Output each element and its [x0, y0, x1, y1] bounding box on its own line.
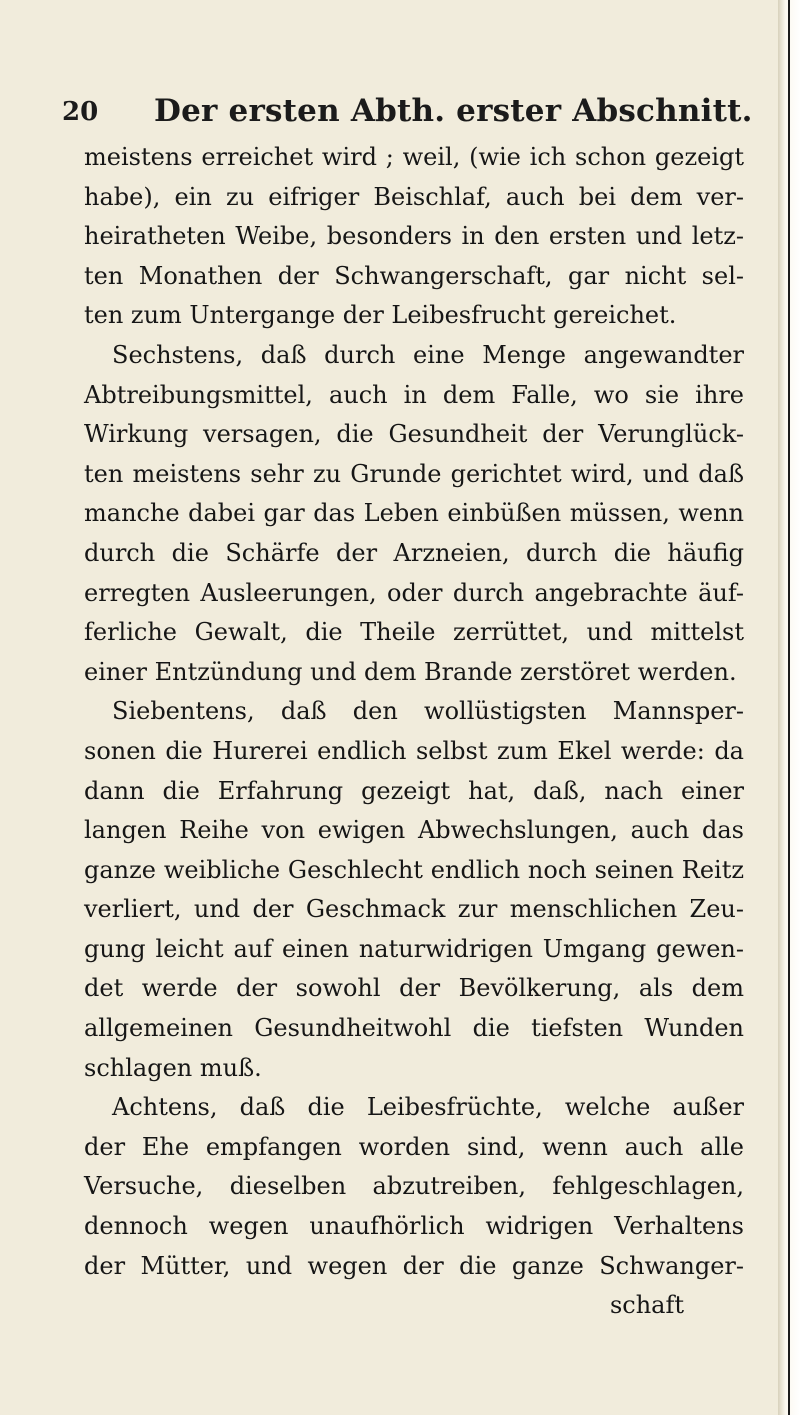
running-head: Der ersten Abth. erster Abschnitt.	[154, 93, 753, 129]
text-line: gung leicht auf einen naturwidrigen Umgang gewen-	[84, 934, 744, 963]
text-line: ganze weibliche Geschlecht endlich noch seinen Reitz	[84, 855, 744, 884]
text-line: schlagen muß.	[84, 1053, 262, 1082]
text-line: erregten Ausleerungen, oder durch angebrachte äuf-	[84, 578, 744, 607]
text-line: Wirkung versagen, die Gesundheit der Verunglück-	[84, 420, 744, 449]
text-line: manche dabei gar das Leben einbüßen müssen, wenn	[84, 499, 744, 528]
text-line: ferliche Gewalt, die Theile zerrüttet, und mittelst	[84, 618, 744, 647]
text-line: dann die Erfahrung gezeigt hat, daß, nach einer	[84, 776, 744, 805]
paragraph-start-line: Achtens, daß die Leibesfrüchte, welche außer	[112, 1093, 744, 1122]
text-line: ten zum Untergange der Leibesfrucht gereichet.	[84, 301, 677, 330]
text-line: det werde der sowohl der Bevölkerung, als dem	[84, 974, 744, 1003]
text-line: ten meistens sehr zu Grunde gerichtet wird, und daß	[84, 459, 744, 488]
page-edge-line	[788, 0, 790, 1415]
text-line: Abtreibungsmittel, auch in dem Falle, wo sie ihre	[84, 380, 744, 409]
text-line: allgemeinen Gesundheitwohl die tiefsten Wunden	[84, 1014, 744, 1043]
text-line: habe), ein zu eifriger Beischlaf, auch bei dem ver-	[84, 182, 744, 211]
text-line: heiratheten Weibe, besonders in den ersten und letz-	[84, 222, 744, 251]
paragraph-start-line: Siebentens, daß den wollüstigsten Mannsper-	[112, 697, 744, 726]
text-line: meistens erreichet wird ; weil, (wie ich schon gezeigt	[84, 143, 744, 171]
catchword: schaft	[609, 1291, 684, 1320]
text-line: der Ehe empfangen worden sind, wenn auch alle	[84, 1132, 744, 1161]
page-number: 20	[62, 97, 99, 127]
text-line: durch die Schärfe der Arzneien, durch die häufig	[84, 538, 744, 567]
text-line: ten Monathen der Schwangerschaft, gar nicht sel-	[84, 261, 744, 290]
text-line: langen Reihe von ewigen Abwechslungen, auch das	[84, 816, 744, 845]
text-line: verliert, und der Geschmack zur menschlichen Zeu-	[84, 895, 744, 924]
page-header	[62, 93, 753, 133]
body-text	[84, 138, 744, 1326]
text-line: dennoch wegen unaufhörlich widrigen Verhaltens	[84, 1212, 744, 1241]
text-line: sonen die Hurerei endlich selbst zum Ekel werde: da	[84, 736, 744, 765]
paragraph-start-line: Sechstens, daß durch eine Menge angewandter	[112, 340, 744, 369]
text-line: einer Entzündung und dem Brande zerstöret werden.	[84, 657, 737, 686]
text-line: der Mütter, und wegen der die ganze Schwanger-	[84, 1251, 744, 1280]
text-line: Versuche, dieselben abzutreiben, fehlgeschlagen,	[84, 1172, 744, 1201]
